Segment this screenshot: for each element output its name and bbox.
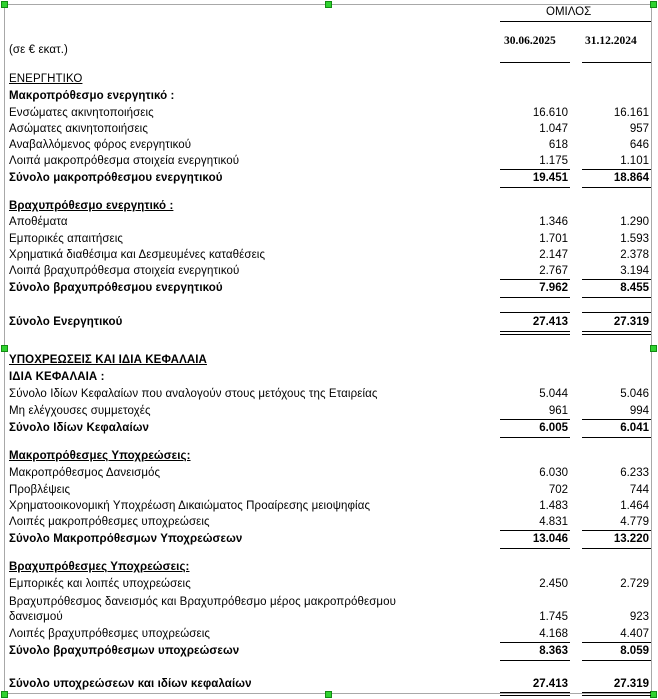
value-2024: 1.593 (620, 233, 649, 245)
row-label: Ασώματες ακινητοποιήσεις (9, 123, 148, 135)
column-header-rule-2 (582, 62, 651, 63)
value-2024: 744 (629, 484, 649, 496)
row-label: Εμπορικές και λοιπές υποχρεώσεις (9, 578, 191, 590)
value-2024: 2.729 (620, 578, 649, 590)
value-2024: 3.194 (620, 265, 649, 277)
row-label: Αναβαλλόμενος φόρος ενεργητικού (9, 139, 192, 151)
row-label: Προβλέψεις (9, 484, 71, 496)
value-2025: 5.044 (539, 388, 568, 400)
row-label: Σύνολο υποχρεώσεων και ιδίων κεφαλαίων (9, 678, 252, 690)
group-header-rule (500, 21, 651, 22)
row-label: Σύνολο μακροπρόθεσμου ενεργητικού (9, 172, 223, 184)
row-label: Λοιπές βραχυπρόθεσμες υποχρεώσεις (9, 628, 210, 640)
total-row (0, 643, 658, 659)
resize-handle-top-center[interactable] (325, 1, 332, 8)
table-row (0, 214, 658, 230)
current-liabilities-title: Βραχυπρόθεσμες Υποχρεώσεις: (9, 561, 190, 573)
value-2024: 6.233 (620, 467, 649, 479)
noncurrent-assets-title: Μακροπρόθεσμο ενεργητικό : (9, 90, 175, 102)
table-row (0, 263, 658, 279)
row-label: Χρηματοοικονομική Υποχρέωση Δικαιώματος Προαίρεσης μειοψηφίας (9, 500, 371, 512)
value-2025: 2.147 (539, 249, 568, 261)
table-row (0, 498, 658, 514)
liabilities-title: ΥΠΟΧΡΕΩΣΕΙΣ ΚΑΙ ΙΔΙΑ ΚΕΦΑΛΑΙΑ (9, 354, 207, 366)
resize-handle-bottom-center[interactable] (325, 691, 332, 698)
total-row (0, 170, 658, 186)
total-row (0, 420, 658, 436)
value-2025: 8.363 (539, 645, 568, 657)
table-row (0, 626, 658, 642)
table-row (0, 403, 658, 419)
value-2025: 13.046 (532, 533, 568, 545)
value-2025: 961 (548, 405, 568, 417)
value-2025: 27.413 (532, 316, 568, 328)
assets-title: ΕΝΕΡΓΗΤΙΚΟ (9, 73, 83, 85)
table-row (0, 594, 658, 610)
total-row (0, 531, 658, 547)
value-2024: 5.046 (620, 388, 649, 400)
noncurrent-liabilities-title: Μακροπρόθεσμες Υποχρεώσεις: (9, 450, 191, 462)
value-2024: 16.161 (613, 107, 649, 119)
value-2025: 16.610 (532, 107, 568, 119)
row-label: Λοιπά βραχυπρόθεσμα στοιχεία ενεργητικού (9, 265, 240, 277)
value-2025: 6.005 (539, 422, 568, 434)
value-2024: 1.290 (620, 216, 649, 228)
table-row (0, 121, 658, 137)
column-header-rule-1 (500, 62, 570, 63)
value-2024: 6.041 (620, 422, 649, 434)
value-2024: 1.464 (620, 500, 649, 512)
row-label: Σύνολο Ιδίων Κεφαλαίων που αναλογούν στους μετόχους της Εταιρείας (9, 388, 378, 400)
total-rule (500, 548, 570, 549)
value-2024: 957 (629, 123, 649, 135)
grand-total-double-rule (500, 692, 570, 696)
row-label: Αποθέματα (9, 216, 68, 228)
grand-total-double-rule (582, 331, 651, 335)
value-2025: 1.175 (539, 155, 568, 167)
current-assets-title: Βραχυπρόθεσμο ενεργητικό : (9, 200, 174, 212)
table-row (0, 465, 658, 481)
group-header: ΟΜΙΛΟΣ (546, 6, 592, 18)
table-row (0, 231, 658, 247)
table-row (0, 137, 658, 153)
row-label: Σύνολο Μακροπρόθεσμων Υποχρεώσεων (9, 533, 243, 545)
value-2024: 994 (629, 405, 649, 417)
value-2025: 6.030 (539, 467, 568, 479)
row-label: Ενσώματες ακινητοποιήσεις (9, 107, 154, 119)
equity-title: ΙΔΙΑ ΚΕΦΑΛΑΙΑ : (9, 371, 105, 383)
value-2025: 1.047 (539, 123, 568, 135)
resize-handle-top-right[interactable] (650, 1, 657, 8)
table-row (0, 386, 658, 402)
value-2024: 18.864 (613, 172, 649, 184)
total-rule (582, 297, 651, 298)
value-2025: 1.483 (539, 500, 568, 512)
resize-handle-middle-left[interactable] (1, 345, 8, 352)
resize-handle-middle-right[interactable] (650, 345, 657, 352)
table-row (0, 576, 658, 592)
value-2025: 1.745 (539, 611, 568, 623)
grand-total-rule-top (582, 312, 651, 313)
value-2025: 19.451 (532, 172, 568, 184)
resize-handle-top-left[interactable] (1, 1, 8, 8)
row-label: Σύνολο Ενεργητικού (9, 316, 123, 328)
row-label: Χρηματικά διαθέσιμα και Δεσμευμένες καταθέσεις (9, 249, 266, 261)
value-2024: 2.378 (620, 249, 649, 261)
value-2025: 1.701 (539, 233, 568, 245)
grand-total-rule-top (500, 312, 570, 313)
table-row (0, 153, 658, 169)
value-2025: 27.413 (532, 678, 568, 690)
row-label: Μη ελέγχουσες συμμετοχές (9, 405, 151, 417)
table-row (0, 482, 658, 498)
row-label: δανεισμού (9, 611, 63, 623)
total-rule (500, 437, 570, 438)
total-rule (500, 187, 570, 188)
value-2025: 7.962 (539, 282, 568, 294)
value-2024: 1.101 (620, 155, 649, 167)
row-label: Λοιπές μακροπρόθεσμες υποχρεώσεις (9, 516, 210, 528)
value-2025: 618 (548, 139, 568, 151)
row-label: Σύνολο βραχυπρόθεσμων υποχρεώσεων (9, 645, 240, 657)
row-label: Μακροπρόθεσμος Δανεισμός (9, 467, 161, 479)
row-label: Εμπορικές απαιτήσεις (9, 233, 124, 245)
total-rule (500, 660, 570, 661)
currency-note: (σε € εκατ.) (9, 44, 68, 56)
total-row (0, 280, 658, 296)
row-label: Βραχυπρόθεσμος δανεισμός και Βραχυπρόθεσμο μέρος μακροπρόθεσμου (9, 596, 397, 608)
value-2024: 923 (629, 611, 649, 623)
total-rule (582, 548, 651, 549)
value-2024: 4.779 (620, 516, 649, 528)
value-2025: 2.450 (539, 578, 568, 590)
table-row (0, 514, 658, 530)
grand-total-double-rule (582, 692, 651, 696)
table-row (0, 609, 658, 625)
row-label: Σύνολο Ιδίων Κεφαλαίων (9, 422, 150, 434)
value-2024: 8.059 (620, 645, 649, 657)
value-2024: 4.407 (620, 628, 649, 640)
grand-total-row (0, 676, 658, 692)
value-2025: 4.168 (539, 628, 568, 640)
value-2025: 702 (548, 484, 568, 496)
total-rule (582, 437, 651, 438)
total-rule (500, 297, 570, 298)
total-rule (582, 187, 651, 188)
value-2024: 27.319 (613, 678, 649, 690)
resize-handle-bottom-right[interactable] (650, 691, 657, 698)
table-row (0, 247, 658, 263)
total-rule (582, 660, 651, 661)
resize-handle-bottom-left[interactable] (1, 691, 8, 698)
value-2024: 8.455 (620, 282, 649, 294)
value-2025: 4.831 (539, 516, 568, 528)
value-2024: 646 (629, 139, 649, 151)
column-header-2025: 30.06.2025 (504, 35, 556, 47)
grand-total-double-rule (500, 331, 570, 335)
row-label: Σύνολο βραχυπρόθεσμου ενεργητικού (9, 282, 223, 294)
value-2025: 1.346 (539, 216, 568, 228)
value-2024: 27.319 (613, 316, 649, 328)
row-label: Λοιπά μακροπρόθεσμα στοιχεία ενεργητικού (9, 155, 240, 167)
grand-total-row (0, 314, 658, 330)
value-2025: 2.767 (539, 265, 568, 277)
value-2024: 13.220 (613, 533, 649, 545)
column-header-2024: 31.12.2024 (585, 35, 637, 47)
table-row (0, 105, 658, 121)
